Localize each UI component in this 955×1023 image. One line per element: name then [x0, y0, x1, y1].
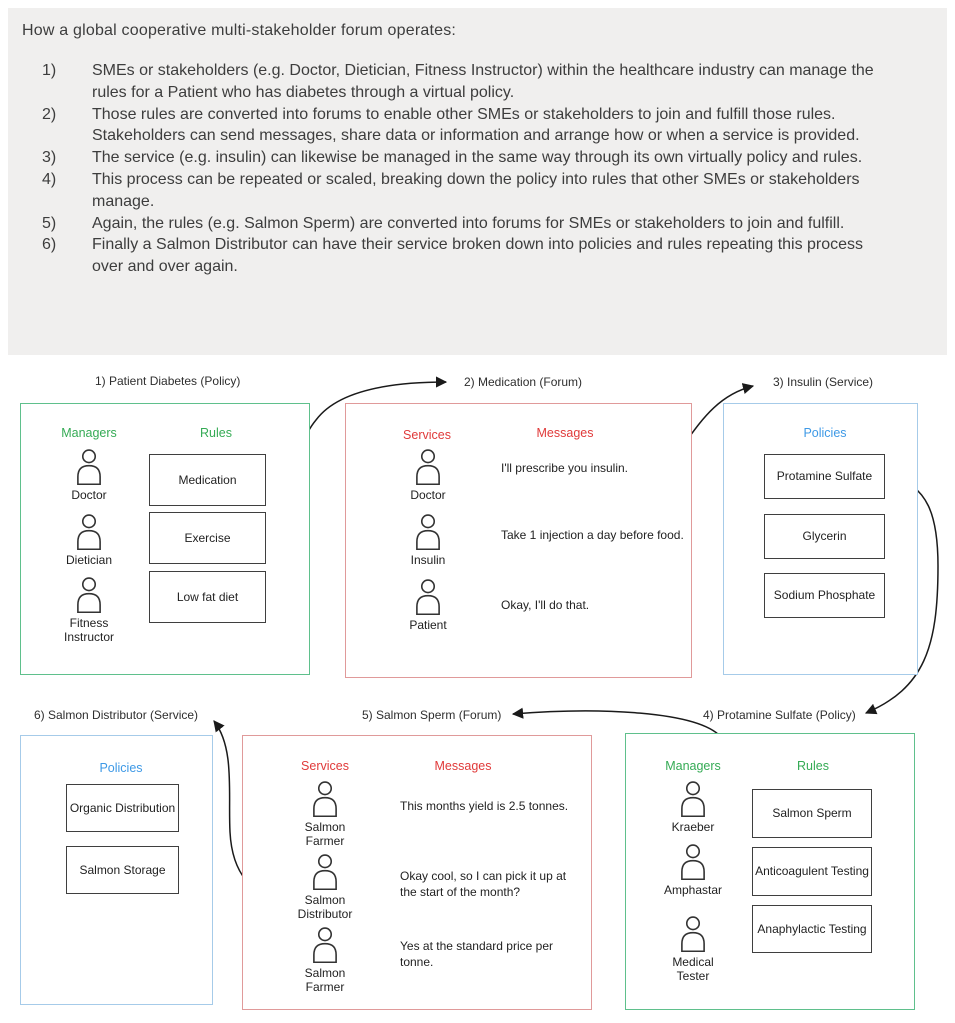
list-item-number: 2): [42, 105, 57, 123]
person-icon: [73, 449, 105, 485]
policy-salmon-storage: Salmon Storage: [66, 846, 179, 894]
person-icon: [412, 579, 444, 615]
list-item-number: 6): [42, 236, 57, 254]
policies-header: Policies: [803, 426, 847, 440]
message-2: Okay cool, so I can pick it up at the start of the month?: [400, 869, 567, 899]
rules-header: Rules: [200, 426, 232, 440]
person-fitness-instructor: [54, 577, 124, 645]
services-header: Services: [301, 759, 349, 773]
message-1: This months yield is 2.5 tonnes.: [400, 799, 569, 813]
person-patient: [393, 579, 463, 632]
policy-protamine-sulfate: Protamine Sulfate: [764, 454, 885, 499]
person-icon: [73, 577, 105, 613]
list-item-text: Those rules are converted into forums to enable other SMEs or stakeholders to join and fulfill those rules. Stakeholders can send messages, share data or information and arrange how or when a service is provided.: [92, 105, 860, 145]
diagram-label-2: 2) Medication (Forum): [464, 375, 583, 389]
person-salmon-farmer-2: [285, 927, 365, 995]
person-kraeber: [658, 781, 728, 834]
list-item-text: Finally a Salmon Distributor can have their service broken down into policies and rules repeating this process over and over again.: [92, 236, 864, 276]
person-label: Salmon Farmer: [304, 820, 346, 849]
service-box-insulin: [723, 403, 918, 675]
person-label: Medical Tester: [672, 955, 714, 984]
policies-header: Policies: [99, 761, 143, 775]
person-icon: [309, 854, 341, 890]
messages-header: Messages: [536, 426, 594, 440]
list-item-text: This process can be repeated or scaled, breaking down the policy into rules that other SMEs or stakeholders manage.: [92, 170, 860, 210]
person-label: Doctor: [71, 488, 107, 502]
person-icon: [677, 781, 709, 817]
list-item-number: 3): [42, 149, 57, 167]
person-amphastar: [658, 844, 728, 897]
rule-anaphylactic-testing: Anaphylactic Testing: [752, 905, 872, 953]
person-icon: [677, 844, 709, 880]
person-icon: [412, 514, 444, 550]
person-label: Kraeber: [671, 820, 715, 834]
message-3: Yes at the standard price per tonne.: [400, 939, 553, 969]
managers-header: Managers: [61, 426, 117, 440]
rule-medication: Medication: [149, 454, 266, 506]
person-icon: [309, 781, 341, 817]
person-doctor: [393, 449, 463, 502]
person-label: Doctor: [410, 488, 446, 502]
list-item-text: The service (e.g. insulin) can likewise be managed in the same way through its own virtually policy and rules.: [92, 149, 863, 167]
person-icon: [73, 514, 105, 550]
diagram-label-1: 1) Patient Diabetes (Policy): [95, 374, 241, 388]
person-icon: [309, 927, 341, 963]
message-1: I'll prescribe you insulin.: [501, 461, 629, 475]
managers-header: Managers: [665, 759, 721, 773]
policy-box-patient-diabetes: [20, 403, 310, 675]
message-2: Take 1 injection a day before food.: [501, 528, 684, 542]
diagram-label-5: 5) Salmon Sperm (Forum): [362, 708, 502, 722]
intro-title: How a global cooperative multi-stakeholder forum operates:: [22, 22, 457, 39]
person-label: Fitness Instructor: [63, 616, 114, 645]
list-item-number: 4): [42, 170, 57, 188]
forum-box-salmon-sperm: [242, 735, 592, 1010]
person-label: Amphastar: [663, 883, 723, 897]
list-item-number: 1): [42, 62, 57, 79]
person-medical-tester: [658, 916, 728, 984]
rule-exercise: Exercise: [149, 512, 266, 564]
rules-header: Rules: [797, 759, 829, 773]
rule-low-fat-diet: Low fat diet: [149, 571, 266, 623]
person-label: Patient: [409, 618, 447, 632]
diagram-label-3: 3) Insulin (Service): [773, 375, 874, 389]
person-label: Dietician: [65, 553, 113, 567]
message-3: Okay, I'll do that.: [501, 598, 590, 612]
person-dietician: [54, 514, 124, 567]
person-salmon-distributor: [285, 854, 365, 922]
person-label: Salmon Distributor: [297, 893, 353, 922]
policy-box-protamine-sulfate: [625, 733, 915, 1010]
person-icon: [412, 449, 444, 485]
list-item-number: 5): [42, 214, 57, 232]
person-label: Insulin: [410, 553, 446, 567]
list-item-text: SMEs or stakeholders (e.g. Doctor, Dietician, Fitness Instructor) within the healthcare industry can manage the rules for a Patient who has diabetes through a virtual policy.: [92, 62, 874, 101]
policy-glycerin: Glycerin: [764, 514, 885, 559]
person-insulin: [393, 514, 463, 567]
person-icon: [677, 916, 709, 952]
diagram-label-4: 4) Protamine Sulfate (Policy): [703, 708, 856, 722]
list-item-text: Again, the rules (e.g. Salmon Sperm) are converted into forums for SMEs or stakeholders to join and fulfill.: [92, 214, 845, 232]
person-label: Salmon Farmer: [304, 966, 346, 995]
policy-organic-distribution: Organic Distribution: [66, 784, 179, 832]
messages-header: Messages: [434, 759, 492, 773]
rule-anticoagulent-testing: Anticoagulent Testing: [752, 847, 872, 896]
person-doctor: [54, 449, 124, 502]
services-header: Services: [403, 428, 451, 442]
rule-salmon-sperm: Salmon Sperm: [752, 789, 872, 838]
forum-box-medication: [345, 403, 692, 678]
diagram-label-6: 6) Salmon Distributor (Service): [34, 708, 199, 722]
policy-sodium-phosphate: Sodium Phosphate: [764, 573, 885, 618]
person-salmon-farmer-1: [285, 781, 365, 849]
intro-list: [42, 60, 901, 278]
service-box-salmon-distributor: [20, 735, 213, 1005]
intro-panel: [8, 8, 947, 355]
